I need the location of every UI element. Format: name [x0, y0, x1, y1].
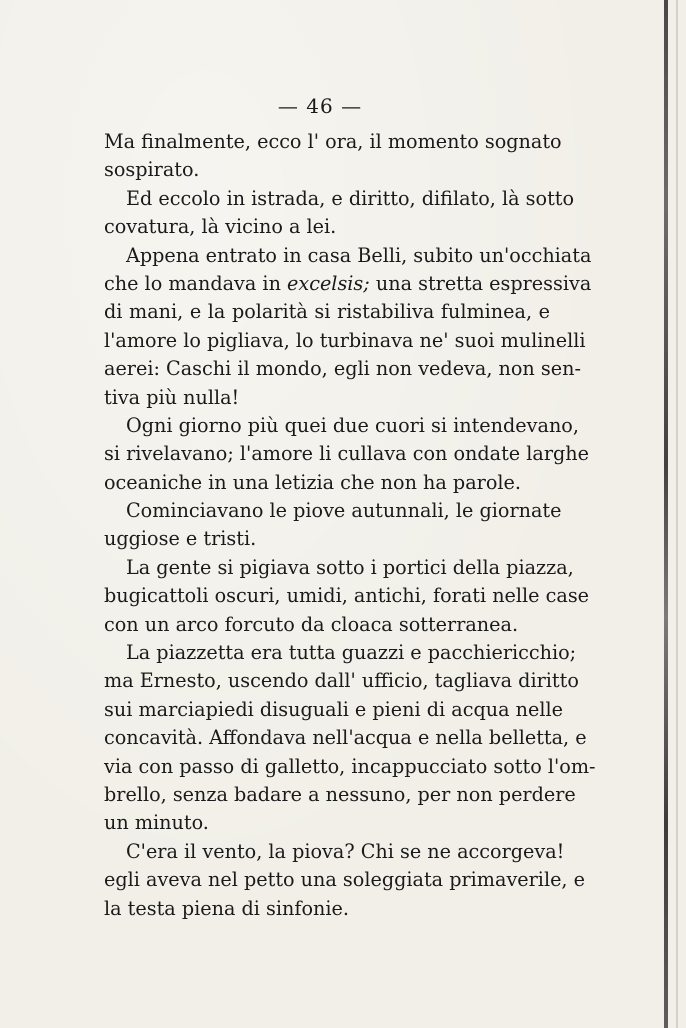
text-line: concavità. Affondava nell'acqua e nella belletta, e	[104, 726, 587, 750]
page-binding-edge	[664, 0, 668, 1028]
body-text	[104, 128, 596, 923]
text-line: oceaniche in una letizia che non ha parole.	[104, 470, 521, 494]
text-line: aerei: Caschi il mondo, egli non vedeva, non sen-	[104, 357, 581, 381]
italic-phrase: excelsis;	[287, 271, 370, 295]
text-line: Cominciavano le piove autunnali, le giornate	[126, 499, 562, 523]
text-line: covatura, là vicino a lei.	[104, 215, 337, 239]
page-edge-shadow	[676, 0, 678, 1028]
text-line: tiva più nulla!	[104, 385, 240, 409]
text-fragment: che lo mandava in	[104, 271, 288, 295]
text-line	[104, 270, 592, 298]
text-line: sui marciapiedi disuguali e pieni di acqua nelle	[104, 697, 563, 721]
text-line: Ogni giorno più quei due cuori si intendevano,	[126, 413, 579, 437]
text-line: Ed eccolo in istrada, e diritto, difilato, là sotto	[126, 186, 575, 210]
text-line: La piazzetta era tutta guazzi e pacchiericchio;	[126, 641, 577, 665]
text-line: egli aveva nel petto una soleggiata primaverile, e	[104, 868, 585, 892]
text-line: uggiose e tristi.	[104, 527, 257, 551]
text-line: Ma finalmente, ecco l' ora, il momento sognato	[104, 130, 562, 153]
text-line: con un arco forcuto da cloaca sotterranea.	[104, 612, 519, 636]
text-line: bugicattoli oscuri, umidi, antichi, forati nelle case	[104, 584, 590, 608]
text-fragment: una stretta espressiva	[369, 271, 592, 295]
text-line: La gente si pigiava sotto i portici della piazza,	[126, 555, 574, 579]
text-line: di mani, e la polarità si ristabiliva fulminea, e	[104, 300, 550, 324]
text-line: C'era il vento, la piova? Chi se ne accorgeva!	[126, 839, 565, 863]
text-line: via con passo di galletto, incappucciato sotto l'om-	[104, 754, 596, 778]
page-number: — 46 —	[277, 94, 363, 118]
text-line: la testa piena di sinfonie.	[104, 896, 349, 920]
text-line: Appena entrato in casa Belli, subito un'occhiata	[126, 243, 592, 267]
text-line: ma Ernesto, uscendo dall' ufficio, tagliava diritto	[104, 669, 579, 693]
text-line: brello, senza badare a nessuno, per non perdere	[104, 782, 576, 806]
text-line: si rivelavano; l'amore li cullava con ondate larghe	[104, 442, 589, 466]
text-line: un minuto.	[104, 811, 209, 835]
text-line: sospirato.	[104, 158, 200, 182]
text-line: l'amore lo pigliava, lo turbinava ne' suoi mulinelli	[104, 328, 586, 352]
